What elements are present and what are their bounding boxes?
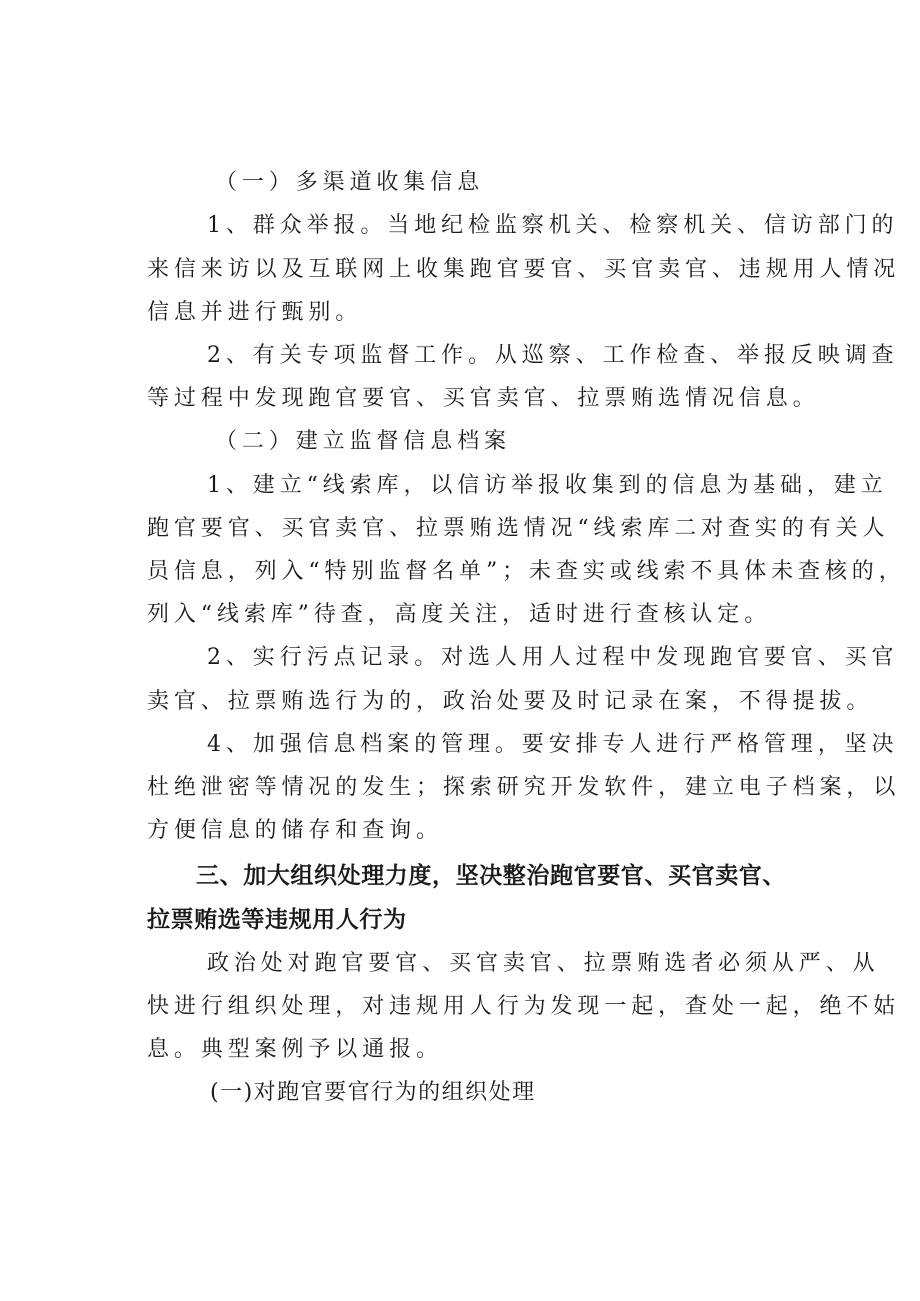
paragraph-line: 信息并进行甄别。 <box>147 300 363 325</box>
section-subheading-2: （二）建立监督信息档案 <box>215 429 511 454</box>
section-subheading-3: (一)对跑官要官行为的组织处理 <box>210 1080 536 1105</box>
paragraph-line: 卖官、拉票贿选行为的，政治处要及时记录在案，不得提拔。 <box>147 689 874 714</box>
paragraph-line: 1、群众举报。当地纪检监察机关、检察机关、信访部门的 <box>207 213 899 238</box>
paragraph-line: 员信息，列入“特别监督名单”；未查实或线索不具体未查核的， <box>147 559 906 584</box>
paragraph-line: 列入“线索库”待查，高度关注，适时进行查核认定。 <box>147 602 772 627</box>
paragraph-line: 跑官要官、买官卖官、拉票贿选情况“线索库二对查实的有关人 <box>147 516 890 541</box>
section-subheading-1: （一）多渠道收集信息 <box>215 170 485 195</box>
paragraph-line: 方便信息的储存和查询。 <box>147 818 443 843</box>
paragraph-line: 快进行组织处理，对违规用人行为发现一起，查处一起，绝不姑 <box>147 994 901 1019</box>
paragraph-line: 2、有关专项监督工作。从巡察、工作检查、举报反映调查 <box>207 343 899 368</box>
paragraph-line: 政治处对跑官要官、买官卖官、拉票贿选者必须从严、从 <box>207 951 880 976</box>
section-heading-3: 三、加大组织处理力度，坚决整治跑官要官、买官卖官、 <box>196 863 786 889</box>
paragraph-line: 2、实行污点记录。对选人用人过程中发现跑官要官、买官 <box>207 645 899 670</box>
paragraph-line: 4、加强信息档案的管理。要安排专人进行严格管理，坚决 <box>207 732 899 757</box>
paragraph-line: 等过程中发现跑官要官、买官卖官、拉票贿选情况信息。 <box>147 386 820 411</box>
paragraph-line: 1、建立“线索库，以信访举报收集到的信息为基础，建立 <box>207 473 888 498</box>
paragraph-line: 杜绝泄密等情况的发生；探索研究开发软件，建立电子档案，以 <box>147 775 901 800</box>
paragraph-line: 来信来访以及互联网上收集跑官要官、买官卖官、违规用人情况 <box>147 257 901 282</box>
section-heading-3-cont: 拉票贿选等违规用人行为 <box>147 907 407 933</box>
paragraph-line: 息。典型案例予以通报。 <box>147 1037 443 1062</box>
